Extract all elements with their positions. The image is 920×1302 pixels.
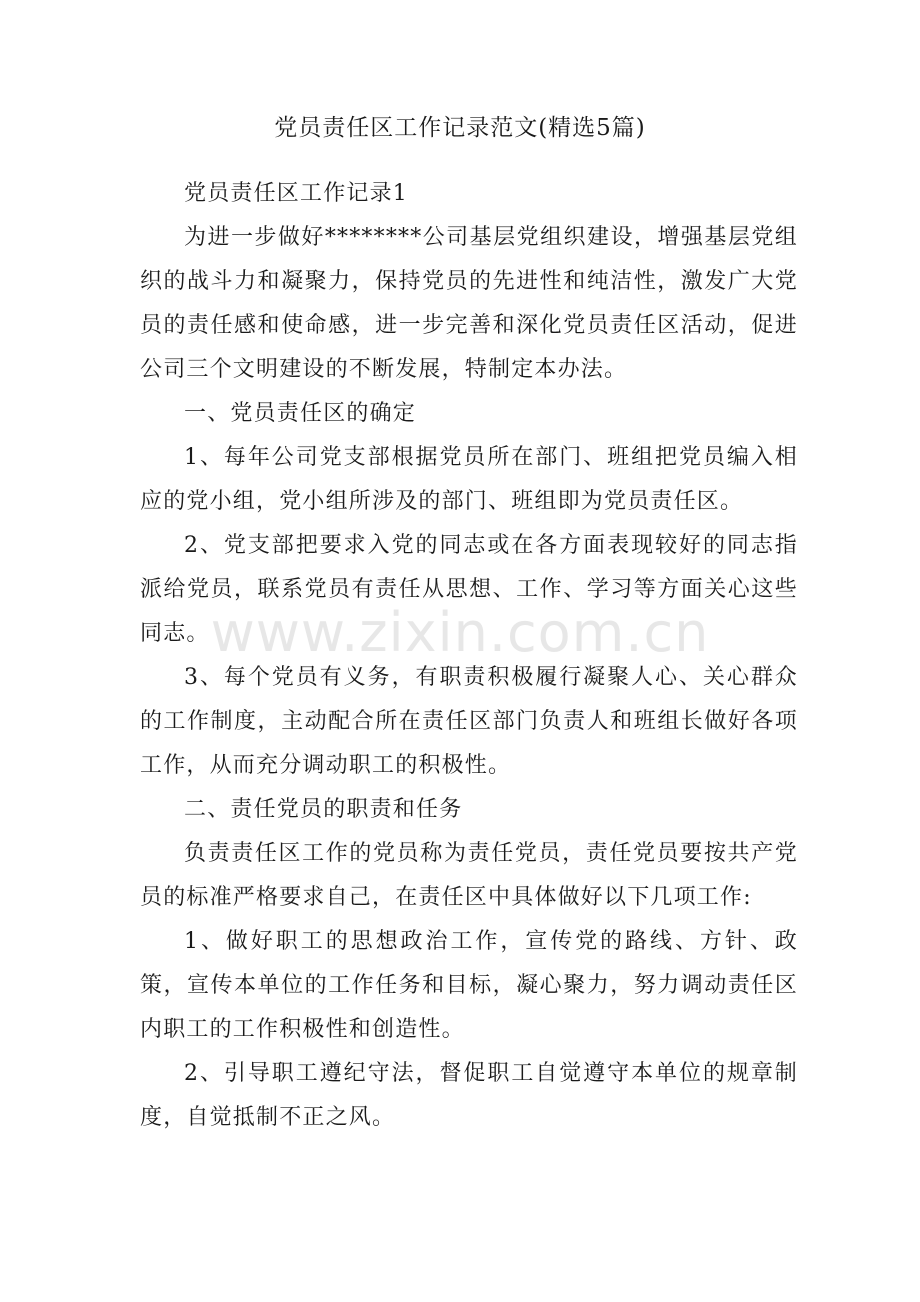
paragraph-item-1-2: 2、党支部把要求入党的同志或在各方面表现较好的同志指派给党员，联系党员有责任从思想、工作、学习等方面关心这些同志。 xyxy=(140,533,798,646)
paragraph-item-2-1: 1、做好职工的思想政治工作，宣传党的路线、方针、政策，宣传本单位的工作任务和目标，凝心聚力，努力调动责任区内职工的工作积极性和创造性。 xyxy=(140,929,798,1042)
section-heading-2: 二、责任党员的职责和任务 xyxy=(184,797,463,822)
document-title: 党员责任区工作记录范文(精选5篇) xyxy=(274,115,646,141)
paragraph-duties-intro: 负责责任区工作的党员称为责任党员，责任党员要按共产党员的标准严格要求自己，在责任区中具体做好以下几项工作: xyxy=(140,841,798,910)
section-heading-record-1: 党员责任区工作记录1 xyxy=(184,181,408,206)
intro-paragraph: 为进一步做好********公司基层党组织建设，增强基层党组织的战斗力和凝聚力，保持党员的先进性和纯洁性，激发广大党员的责任感和使命感，进一步完善和深化党员责任区活动，促进公司三个文明建设的不断发展，特制定本办法。 xyxy=(140,225,798,382)
paragraph-item-1-1: 1、每年公司党支部根据党员所在部门、班组把党员编入相应的党小组，党小组所涉及的部门、班组即为党员责任区。 xyxy=(140,445,798,514)
document-body xyxy=(140,172,798,1140)
paragraph-item-2-2: 2、引导职工遵纪守法，督促职工自觉遵守本单位的规章制度，自觉抵制不正之风。 xyxy=(140,1061,798,1130)
watermark-text: www.zixin.com.cn xyxy=(210,601,710,664)
section-heading-1: 一、党员责任区的确定 xyxy=(184,401,417,426)
paragraph-item-1-3: 3、每个党员有义务，有职责积极履行凝聚人心、关心群众的工作制度，主动配合所在责任区部门负责人和班组长做好各项工作，从而充分调动职工的积极性。 xyxy=(140,665,798,778)
